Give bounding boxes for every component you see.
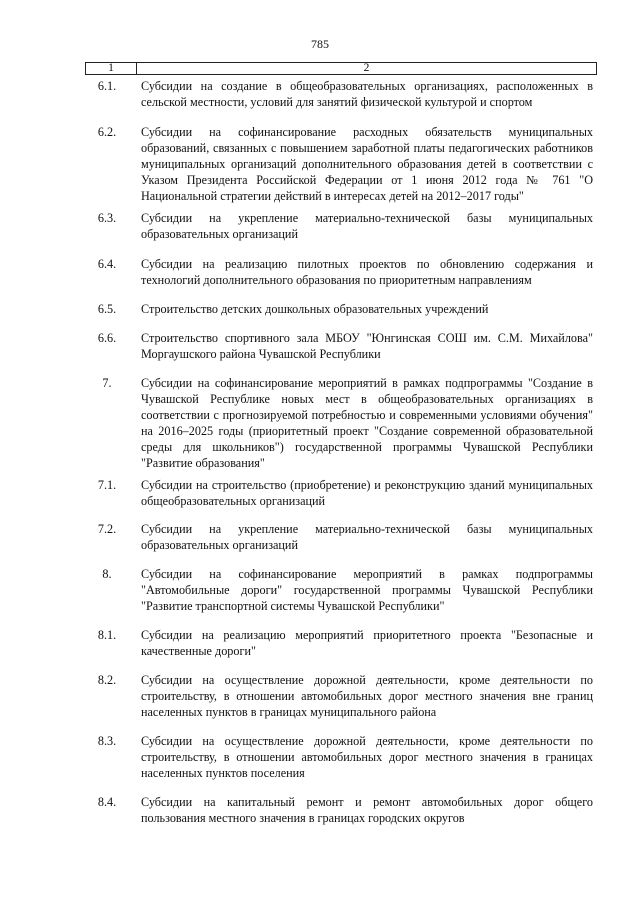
table-row [85, 794, 597, 826]
row-text: Строительство детских дошкольных образовательных учреждений [141, 302, 489, 316]
row-number: 6.4. [97, 257, 117, 271]
row-text: Субсидии на софинансирование расходных обязательств муниципальных образований, связанных с повышением заработной платы педагогических работников муниципальных организаций дополнительного образования детей в соответствии с Указом Президента Российской Федерации от 1 июня 2012 года № 761 "О Национальной стратегии действий в интересах детей на 2012–2017 годы" [141, 125, 593, 203]
row-text: Субсидии на реализацию пилотных проектов по обновлению содержания и технологий дополнительного образования по приоритетным направлениям [141, 257, 593, 287]
table-row [85, 330, 597, 362]
row-number: 6.6. [97, 331, 117, 345]
table-row [85, 627, 597, 659]
table-row [85, 733, 597, 781]
row-number: 7.1. [97, 478, 117, 492]
row-number: 8.1. [97, 628, 117, 642]
row-text: Субсидии на строительство (приобретение) и реконструкцию зданий муниципальных общеобразовательных организаций [141, 478, 593, 508]
row-text: Субсидии на осуществление дорожной деятельности, кроме деятельности по строительству, в отношении автомобильных дорог местного значения вне границ населенных пунктов в границах муниципального района [141, 673, 593, 719]
row-number: 7.2. [97, 522, 117, 536]
row-number: 8.4. [97, 795, 117, 809]
row-number: 8.3. [97, 734, 117, 748]
row-text: Субсидии на укрепление материально-технической базы муниципальных образовательных организаций [141, 211, 593, 241]
table-row [85, 672, 597, 720]
row-text: Субсидии на софинансирование мероприятий в рамках подпрограммы "Автомобильные дороги" государственной программы Чувашской Республики "Развитие транспортной системы Чувашской Республики" [141, 567, 593, 613]
table-row [85, 477, 597, 509]
table-row [85, 566, 597, 614]
row-number: 8. [102, 567, 112, 581]
header-col-1: 1 [86, 63, 137, 74]
table-row [85, 301, 597, 317]
table-row [85, 78, 597, 110]
row-number: 8.2. [97, 673, 117, 687]
table-row [85, 256, 597, 288]
table-row [85, 124, 597, 204]
row-text: Строительство спортивного зала МБОУ "Юнгинская СОШ им. С.М. Михайлова" Моргаушского района Чувашской Республики [141, 331, 593, 361]
table-row [85, 210, 597, 242]
row-number: 6.2. [97, 125, 117, 139]
row-text: Субсидии на укрепление материально-технической базы муниципальных образовательных организаций [141, 522, 593, 552]
row-text: Субсидии на софинансирование мероприятий в рамках подпрограммы "Создание в Чувашской Республике новых мест в общеобразовательных организациях в соответствии с прогнозируемой потребностью и современными условиями обучения" на 2016–2025 годы (приоритетный проект "Создание современной образовательной среды для школьников") государственной программы Чувашской Республики "Развитие образования" [141, 376, 593, 470]
row-text: Субсидии на создание в общеобразовательных организациях, расположенных в сельской местности, условий для занятий физической культурой и спортом [141, 79, 593, 109]
row-number: 6.5. [97, 302, 117, 316]
row-text: Субсидии на капитальный ремонт и ремонт автомобильных дорог общего пользования местного значения в границах городских округов [141, 795, 593, 825]
table-header [85, 62, 597, 75]
row-number: 6.1. [97, 79, 117, 93]
row-text: Субсидии на осуществление дорожной деятельности, кроме деятельности по строительству, в отношении автомобильных дорог местного значения в границах населенных пунктов поселения [141, 734, 593, 780]
row-text: Субсидии на реализацию мероприятий приоритетного проекта "Безопасные и качественные дороги" [141, 628, 593, 658]
row-number: 7. [102, 376, 112, 390]
header-col-2: 2 [363, 62, 370, 74]
table-row [85, 375, 597, 471]
page-number: 785 [311, 37, 329, 51]
table-row [85, 521, 597, 553]
row-number: 6.3. [97, 211, 117, 225]
